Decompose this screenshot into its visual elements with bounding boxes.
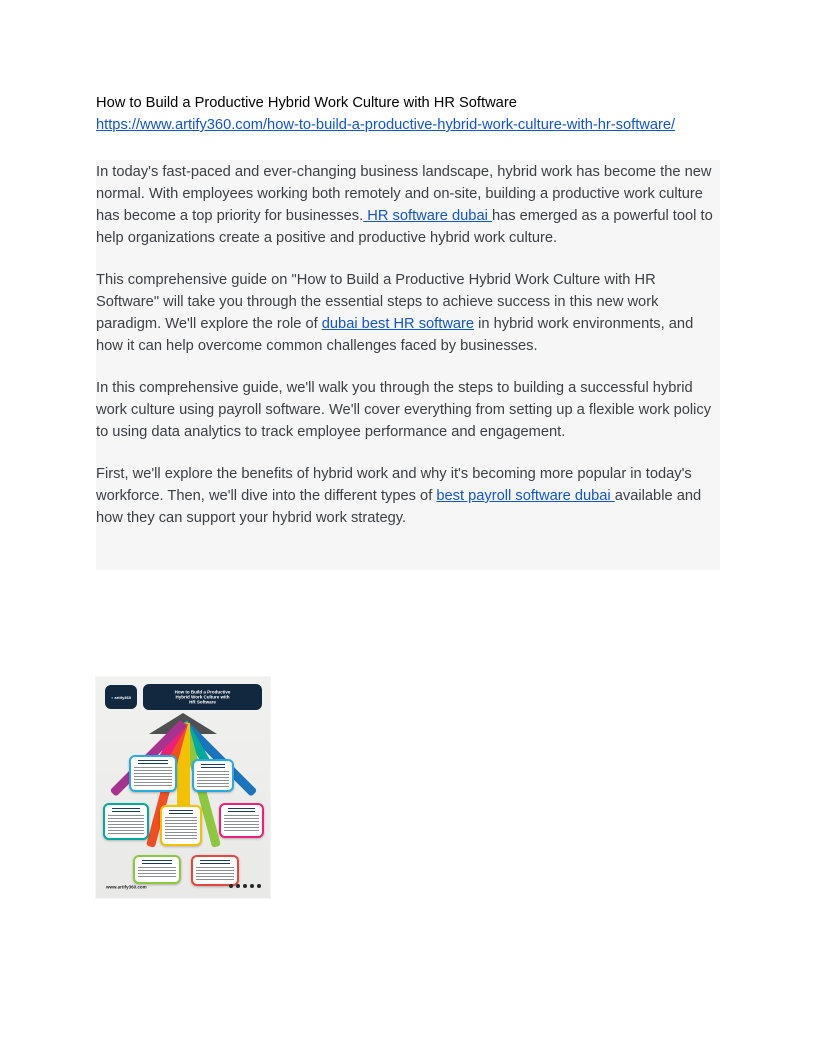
infographic-box-mid-left bbox=[103, 803, 149, 840]
box-title-lines bbox=[200, 860, 230, 865]
paragraph-list bbox=[96, 161, 720, 529]
paragraph-text: In today's fast-paced and ever-changing business landscape, hybrid work has become the new normal. With employees working both remotely and on-site, building a productive work culture has become a top priority for businesses. bbox=[96, 164, 712, 224]
box-text-lines bbox=[165, 817, 197, 841]
social-icon-4 bbox=[250, 884, 254, 888]
box-text-lines bbox=[196, 867, 234, 881]
infographic-box-top-left bbox=[129, 755, 177, 792]
infographic-title-bar bbox=[143, 684, 262, 710]
inline-link[interactable]: HR software dubai bbox=[363, 208, 492, 224]
infographic-website: www.artify360.com bbox=[106, 884, 147, 890]
box-title-lines bbox=[201, 764, 226, 769]
inline-link[interactable]: dubai best HR software bbox=[321, 316, 475, 332]
box-title-lines bbox=[112, 808, 140, 813]
highlighted-text-block bbox=[96, 160, 720, 570]
paragraph-text: This comprehensive guide on "How to Build a Productive Hybrid Work Culture with HR Software" will take you through the essential steps to achieve success in this new work paradigm. We'll explore the role of bbox=[96, 272, 659, 332]
social-icon-1 bbox=[229, 884, 233, 888]
logo-mark-icon: ● bbox=[111, 694, 115, 700]
paragraph-text: In this comprehensive guide, we'll walk you through the steps to building a successful hybrid work culture using payroll software. We'll cover everything from setting up a flexible work policy to using data analytics to track employee performance and engagement. bbox=[96, 380, 712, 440]
paragraph bbox=[96, 463, 720, 529]
box-text-lines bbox=[224, 815, 259, 833]
paragraph-text: has emerged as a powerful tool to help organizations create a positive and productive hybrid work culture. bbox=[96, 208, 713, 246]
artify360-logo-text: ● artify360 bbox=[111, 694, 132, 700]
infographic-title: How to Build a Productive Hybrid Work Culture with HR Software bbox=[174, 689, 231, 705]
social-icon-2 bbox=[236, 884, 240, 888]
inline-link[interactable]: best payroll software dubai bbox=[436, 488, 615, 504]
infographic-box-top-right bbox=[192, 759, 234, 792]
box-text-lines bbox=[134, 767, 172, 787]
social-icon-3 bbox=[243, 884, 247, 888]
artify360-logo bbox=[105, 685, 137, 709]
box-title-lines bbox=[228, 808, 255, 813]
paragraph-text: First, we'll explore the benefits of hybrid work and why it's becoming more popular in today's workforce. Then, we'll dive into the different types of bbox=[96, 466, 692, 504]
box-text-lines bbox=[108, 815, 144, 835]
social-icons-row bbox=[229, 884, 261, 888]
box-title-lines bbox=[142, 860, 172, 865]
social-icon-5 bbox=[257, 884, 261, 888]
document-header bbox=[96, 92, 720, 136]
document-url-link[interactable]: https://www.artify360.com/how-to-build-a-productive-hybrid-work-culture-with-hr-software/ bbox=[96, 117, 676, 133]
paragraph bbox=[96, 269, 720, 357]
document-title: How to Build a Productive Hybrid Work Culture with HR Software bbox=[96, 95, 517, 111]
box-text-lines bbox=[138, 867, 176, 879]
paragraph bbox=[96, 377, 720, 443]
infographic-box-bottom-right bbox=[191, 855, 239, 886]
box-title-lines bbox=[169, 810, 194, 815]
infographic-image[interactable] bbox=[96, 677, 270, 898]
infographic-box-mid-right bbox=[219, 803, 264, 838]
paragraph bbox=[96, 161, 720, 249]
infographic-box-mid-center bbox=[160, 805, 202, 846]
box-text-lines bbox=[197, 771, 229, 787]
box-title-lines bbox=[138, 760, 168, 765]
paragraph-text: in hybrid work environments, and how it can help overcome common challenges faced by businesses. bbox=[96, 316, 694, 354]
paragraph-text: available and how they can support your hybrid work strategy. bbox=[96, 488, 702, 526]
infographic-box-bottom-left bbox=[133, 855, 181, 884]
